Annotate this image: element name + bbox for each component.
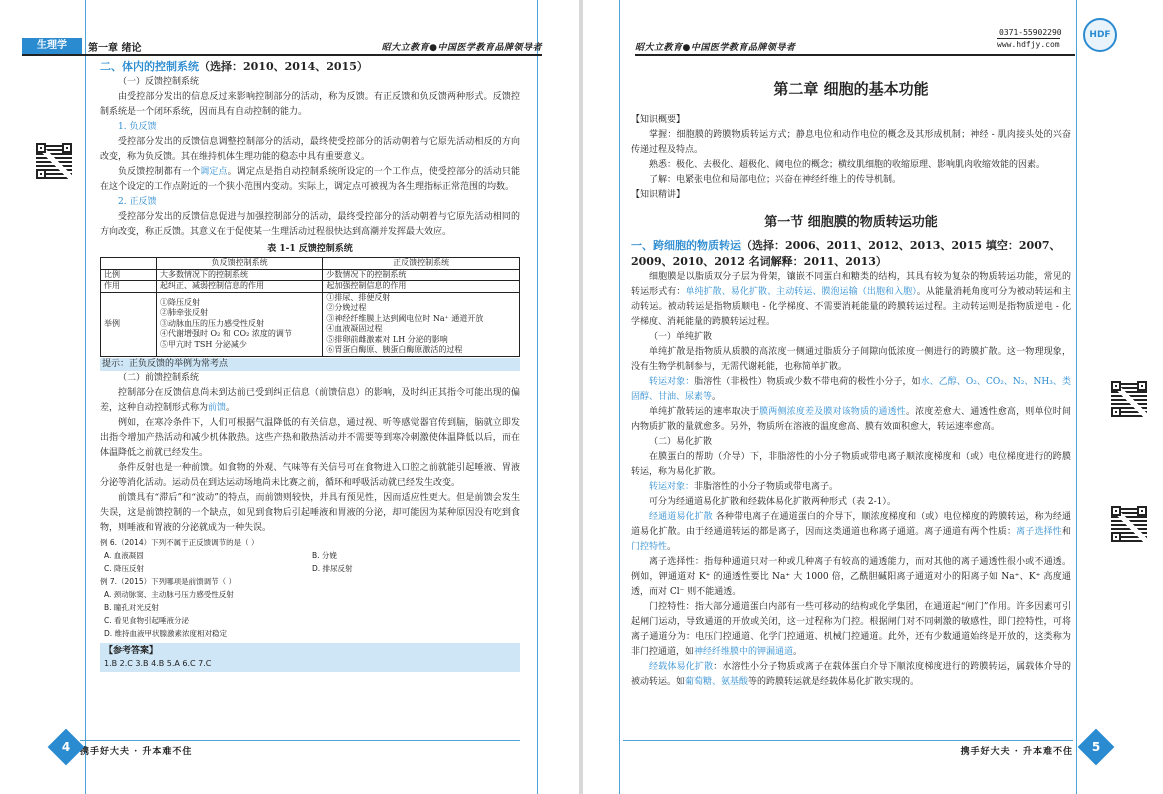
paragraph: 经通道易化扩散 各种带电离子在通道蛋白的介导下，顺浓度梯度和（或）电位梯度的跨膜转运，称为经通道易化扩散。由于经通道转运的都是离子，因而这类通道也称离子通道。离子通道有两个性质：离子选择性和门控特性。	[631, 512, 1071, 552]
answer-title: 【参考答案】	[104, 645, 159, 656]
paragraph: 例如，在寒冷条件下，人们可根据气温降低的有关信息，通过视、听等感觉器官传到脑，脑就立即发出指令增加产热活动和减少机体散热。这些产热和散热活动并不需要等到寒冷刺激使体温降低以后，而在体温降低之前就已经发生。	[100, 417, 520, 458]
table-header: 正反馈控制系统	[323, 258, 520, 270]
page-number-badge: 4	[48, 729, 85, 766]
paragraph: 单纯扩散转运的速率取决于膜两侧浓度差及膜对该物质的通透性。浓度差愈大、通透性愈高，则单位时间内物质扩散的量就愈多。另外，物质所在溶液的温度愈高、膜有效面积愈大，转运速率愈高。	[631, 407, 1071, 432]
table-header	[101, 258, 157, 270]
table-cell: 起加强控制信息的作用	[323, 281, 520, 293]
subsection-heading: （一）反馈控制系统	[118, 77, 200, 87]
right-page	[583, 0, 1163, 794]
margin-line	[1076, 0, 1077, 794]
options-row: A. 血液凝固 B. 分娩	[104, 550, 337, 560]
section-title: 第一节 细胞膜的物质转运功能	[764, 215, 938, 230]
paragraph: 门控特性：指大部分通道蛋白内部有一些可移动的结构或化学集团，在通道起“闸门”作用。许多因素可引起闸门运动，导致通道的开放或关闭，这一过程称为门控。根据闸门对不同刺激的敏感性，即门控特性，可将离子通道分为：电压门控通道、化学门控通道、机械门控通道。此外，还有少数通道始终是开放的，这类称为非门控通道，如神经纤维膜中的钾漏通道。	[631, 602, 1071, 657]
page-footer	[623, 740, 1073, 757]
footer-slogan: 携手好大夫 · 升本难不住	[960, 747, 1073, 757]
qr-code	[36, 143, 72, 179]
option: A. 颈动脉窦、主动脉弓压力感受性反射	[104, 589, 234, 599]
subsection-heading: （一）单纯扩散	[649, 332, 713, 342]
table-cell: 少数情况下的控制系统	[323, 269, 520, 281]
margin-line	[537, 0, 538, 794]
paragraph: 转运对象：非脂溶性的小分子物质或带电离子。	[649, 482, 839, 492]
table-row	[101, 281, 520, 293]
brand-slogan: 昭大立教育●中国医学教育品牌领导者	[635, 43, 796, 53]
option: C. 看见食物引起唾液分泌	[104, 615, 190, 625]
answer-text: 1.B 2.C 3.B 4.B 5.A 6.C 7.C	[104, 658, 212, 668]
topic-heading: 1. 负反馈	[118, 122, 157, 132]
paragraph: 细胞膜是以脂质双分子层为骨架，镶嵌不同蛋白和糖类的结构，其具有较为复杂的物质转运功能，常见的转运形式有：单纯扩散、易化扩散、主动转运、膜泡运输（出胞和入胞）。从能量消耗角度可分为被动转运和主动转运。被动转运是指物质顺电 - 化学梯度、不需要消耗能量的跨膜转运过程。主动转运则是指物质逆电 - 化学梯度、消耗能量的跨膜转运过程。	[631, 272, 1071, 327]
paragraph: 受控部分发出的反馈信息调整控制部分的活动，最终使受控部分的活动朝着与它原先活动相反的方向改变，称为负反馈。其在维持机体生理功能的稳态中具有重要意义。	[100, 137, 520, 162]
table-cell: 比例	[101, 269, 157, 281]
table-header: 负反馈控制系统	[157, 258, 323, 270]
paragraph: 单纯扩散是指物质从质膜的高浓度一侧通过脂质分子间隙向低浓度一侧进行的跨膜扩散。这一物理现象，没有生物学机制参与，无需代谢耗能，也称简单扩散。	[631, 347, 1071, 372]
example-question: 例 7.（2015）下列哪项是前馈调节（ ）	[100, 576, 237, 586]
subsection-heading: （二）易化扩散	[649, 437, 713, 447]
subject-tab: 生理学	[22, 38, 82, 54]
table-row	[101, 292, 520, 356]
section-heading: 一、跨细胞的物质转运（选择：2006、2011、2012、2013、2015 填空：2007、2009、2010、2012 名词解释：2011、2013）	[631, 239, 1061, 268]
chapter-label: 第一章 绪论	[88, 43, 142, 54]
tip-box: 提示：正负反馈的举例为常考点	[100, 358, 520, 371]
paragraph: 由受控部分发出的信息反过来影响控制部分的活动，称为反馈。有正反馈和负反馈两种形式。反馈控制系统是一个闭环系统，因而具有自动控制的能力。	[100, 92, 520, 117]
paragraph: 受控部分发出的反馈信息促进与加强控制部分的活动，最终受控部分的活动朝着与它原先活动相同的方向改变，称正反馈。其意义在于促使某一生理活动过程很快达到高潮并发挥最大效应。	[100, 212, 520, 237]
section-heading: 二、体内的控制系统（选择：2010、2014、2015）	[100, 60, 368, 73]
page-footer	[80, 740, 520, 757]
phone-number: 0371-55902290	[999, 28, 1062, 37]
table-cell: 大多数情况下的控制系统	[157, 269, 323, 281]
footer-slogan: 携手好大夫 · 升本难不住	[80, 747, 193, 757]
paragraph: 熟悉：极化、去极化、超极化、阈电位的概念；横纹肌细胞的收缩原理、影响肌肉收缩效能的因素。	[649, 160, 1046, 170]
paragraph: 控制部分在反馈信息尚未到达前已受到纠正信息（前馈信息）的影响，及时纠正其指令可能出现的偏差，这种自动控制形式称为前馈。	[100, 387, 520, 413]
paragraph: 可分为经通道易化扩散和经载体易化扩散两种形式（表 2-1）。	[649, 497, 896, 507]
option: D. 维持血液甲状腺激素浓度相对稳定	[104, 628, 228, 638]
answer-box	[100, 643, 520, 672]
qr-code	[1111, 381, 1147, 417]
paragraph: 离子选择性：指每种通道只对一种或几种离子有较高的通透能力，而对其他的离子通透性很小或不通透。例如，钾通道对 K⁺ 的通透性要比 Na⁺ 大 1000 倍，乙酰胆碱阳离子通道对小的阳离子如 Na⁺、K⁺ 高度通透，而对 Cl⁻ 则不能通透。	[631, 557, 1071, 597]
paragraph: 经载体易化扩散：水溶性小分子物质或离子在载体蛋白介导下顺浓度梯度进行的跨膜转运，属载体介导的被动转运。如葡萄糖、氨基酸等的跨膜转运就是经载体易化扩散实现的。	[631, 662, 1071, 687]
subsection-heading: （二）前馈控制系统	[118, 372, 200, 383]
table-caption: 表 1-1 反馈控制系统	[267, 244, 353, 254]
table-cell: ①降压反射 ②肺牵张反射 ③动脉血压的压力感受性反射 ④代谢增强时 O₂ 和 CO₂ 浓度的调节 ⑤甲亢时 TSH 分泌减少	[157, 292, 323, 356]
example-question: 例 6.（2014）下列不属于正反馈调节的是（ ）	[100, 537, 259, 547]
left-body	[100, 58, 520, 672]
paragraph: 负反馈控制都有一个调定点。调定点是指自动控制系统所设定的一个工作点，使受控部分的活动只能在这个设定的工作点附近的一个狭小范围内变动。实际上，调定点可被视为各生理指标正常范围的均数。	[100, 167, 520, 192]
table-cell: 起纠正、减弱控制信息的作用	[157, 281, 323, 293]
right-body	[631, 82, 1071, 690]
margin-line	[619, 0, 620, 794]
knowledge-tag: 【知识概要】	[631, 115, 686, 125]
topic-heading: 2. 正反馈	[118, 197, 157, 207]
table-cell: ①排尿、排便反射 ②分娩过程 ③神经纤维膜上达到阈电位时 Na⁺ 通道开放 ④血液凝固过程 ⑤排卵前雌激素对 LH 分泌的影响 ⑥胃蛋白酶原、胰蛋白酶原激活的过程	[323, 292, 520, 356]
qr-code	[1111, 506, 1147, 542]
table-cell: 作用	[101, 281, 157, 293]
table-row	[101, 269, 520, 281]
paragraph: 条件反射也是一种前馈。如食物的外观、气味等有关信号可在食物进入口腔之前就能引起唾液、胃液分泌等消化活动。运动员在到达运动场地尚未比赛之前，循环和呼吸活动就已经发生改变。	[100, 462, 520, 488]
knowledge-tag: 【知识精讲】	[631, 190, 686, 200]
option: B. 瞳孔对光反射	[104, 602, 159, 612]
chapter-title: 第二章 细胞的基本功能	[773, 80, 929, 98]
paragraph: 前馈具有“滞后”和“波动”的特点，而前馈则较快，并具有预见性，因而适应性更大。但是前馈会发生失误，这是前馈控制的一个缺点，如见到食物后引起唾液和胃液的分泌，却可能因为某种原因没有吃到食物，则唾液和胃液的分泌就成为一种失误。	[100, 492, 520, 533]
paragraph: 了解：电紧张电位和局部电位；兴奋在神经纤维上的传导机制。	[649, 175, 902, 185]
table-cell: 举例	[101, 292, 157, 356]
paragraph: 掌握：细胞膜的跨膜物质转运方式；静息电位和动作电位的概念及其形成机制；神经 - 肌肉接头处的兴奋传递过程及特点。	[631, 130, 1071, 155]
paragraph: 转运对象：脂溶性（非极性）物质或少数不带电荷的极性小分子，如水、乙醇、O₂、CO₂、N₂、NH₃、类固醇、甘油、尿素等。	[631, 377, 1071, 402]
page-header	[22, 38, 542, 56]
website-url: www.hdfjy.com	[997, 40, 1060, 49]
brand-slogan: 昭大立教育●中国医学教育品牌领导者	[381, 43, 542, 53]
margin-line	[85, 0, 86, 794]
page-number-badge: 5	[1078, 729, 1115, 766]
left-page	[0, 0, 580, 794]
paragraph: 在膜蛋白的帮助（介导）下，非脂溶性的小分子物质或带电离子顺浓度梯度和（或）电位梯度进行的跨膜转运，称为易化扩散。	[631, 452, 1071, 477]
publisher-logo: HDF	[1083, 18, 1117, 52]
options-row: C. 降压反射 D. 排尿反射	[104, 563, 353, 573]
feedback-table	[100, 257, 520, 357]
